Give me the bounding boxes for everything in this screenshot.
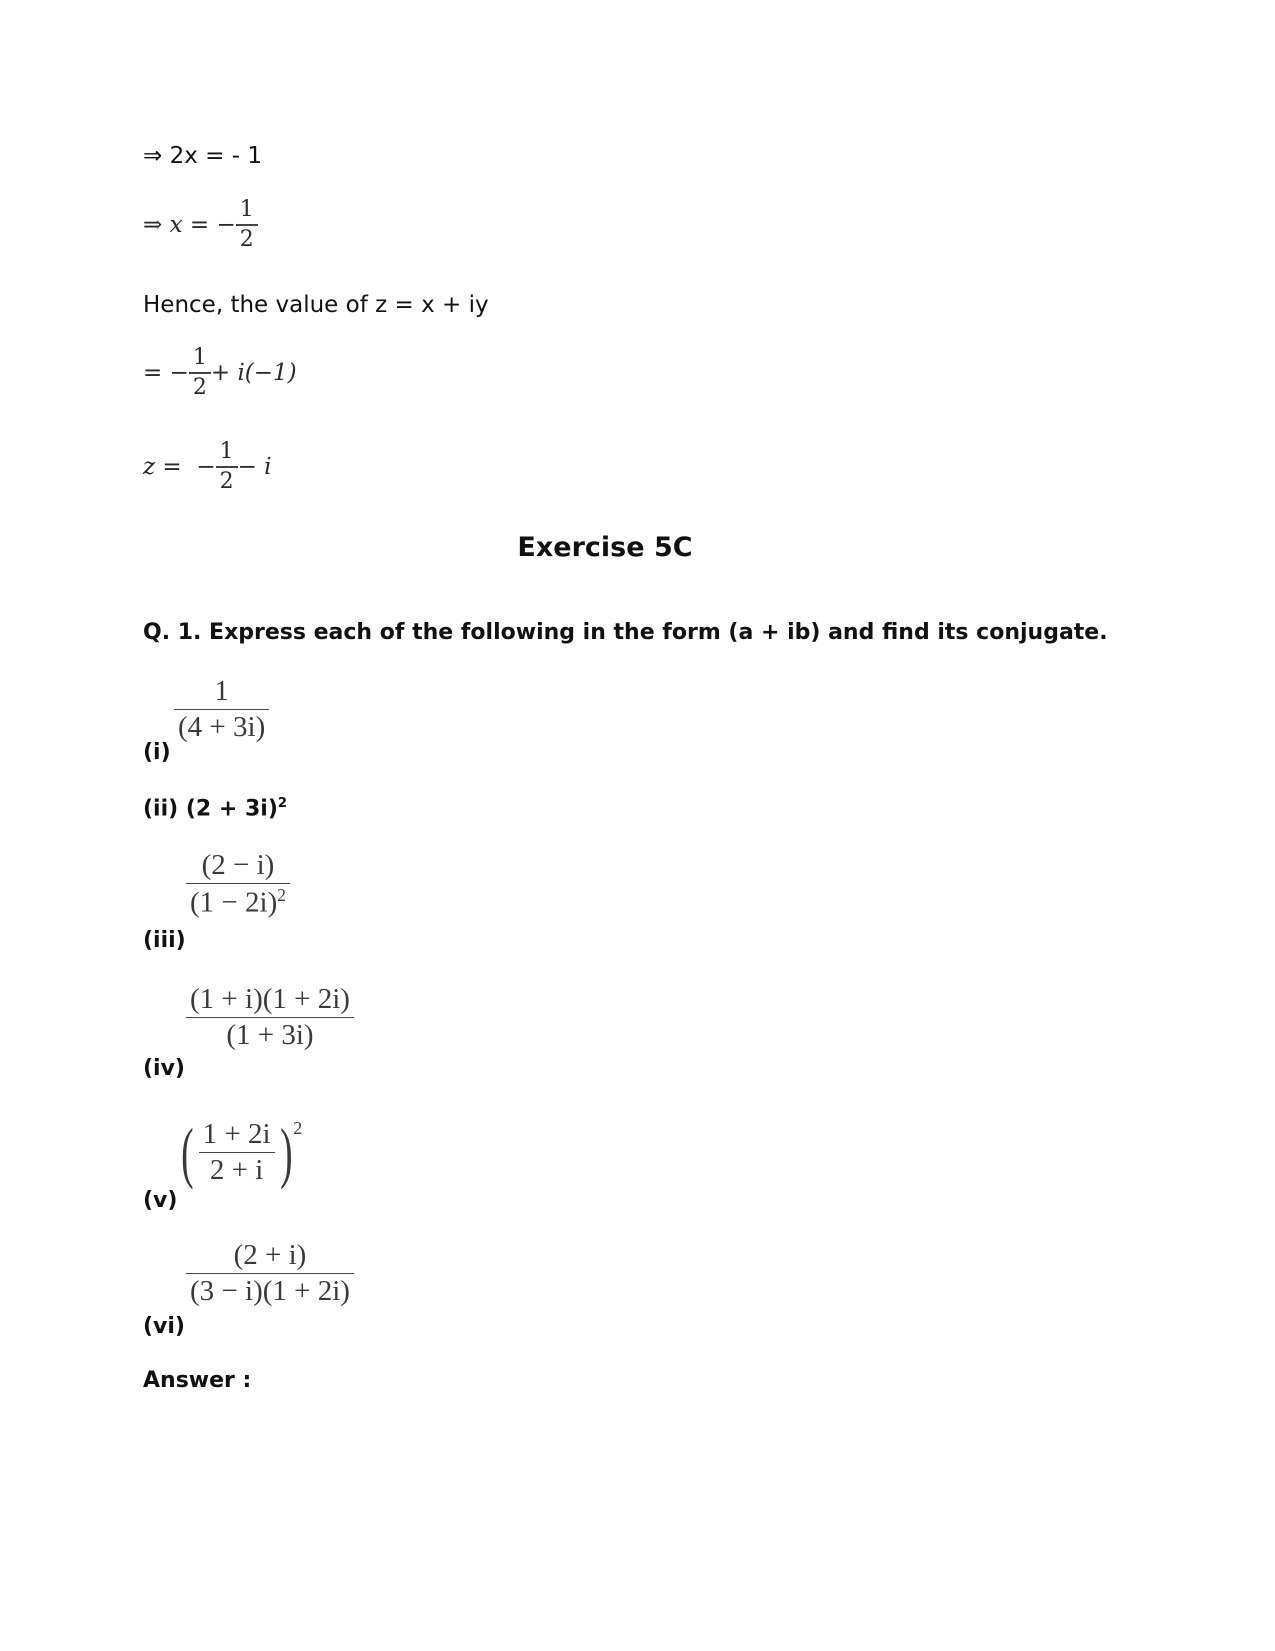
fraction-bar <box>186 1273 354 1274</box>
fraction-bar <box>199 1152 275 1153</box>
eq1-fraction <box>189 346 211 399</box>
fraction-denominator: 2 <box>192 375 207 401</box>
step-2x: ⇒ 2x = - 1 <box>143 143 262 169</box>
denominator-exponent: 2 <box>277 885 286 906</box>
part-i-fraction <box>174 676 269 743</box>
fraction-numerator: 1 <box>239 197 254 222</box>
part-v-label: (v) <box>143 1188 178 1213</box>
eq2-prefix: z = − <box>143 453 216 480</box>
right-paren: ) <box>279 1114 293 1190</box>
part-v-expression <box>176 1114 303 1190</box>
fraction-denominator: 2 <box>219 469 234 495</box>
fraction-numerator: 1 <box>214 675 229 707</box>
fraction-bar <box>186 1017 354 1018</box>
fraction-bar <box>216 466 238 468</box>
part-i-label: (i) <box>143 740 171 765</box>
fraction-bar <box>186 883 290 884</box>
fraction-denominator: (1 + 3i) <box>226 1019 314 1052</box>
answer-label: Answer : <box>143 1368 252 1393</box>
part-iv-fraction <box>186 984 354 1051</box>
eq1-suffix: + i(−1) <box>210 359 297 386</box>
eq1-equation <box>143 346 297 399</box>
fraction-numerator: (2 + i) <box>233 1239 307 1271</box>
denominator-base: (1 − 2i) <box>190 887 278 920</box>
part-iv-label: (iv) <box>143 1056 185 1081</box>
part-v-exponent: 2 <box>293 1118 303 1138</box>
fraction-bar <box>189 372 211 374</box>
fraction-denominator: (4 + 3i) <box>178 711 266 744</box>
fraction-denominator <box>186 886 290 918</box>
fraction-numerator: 1 <box>192 345 207 370</box>
fraction-bar <box>236 224 258 226</box>
eq2-suffix: − i <box>237 453 272 480</box>
part-iii-label: (iii) <box>143 928 186 953</box>
eq1-prefix: = − <box>143 359 189 386</box>
step-x-equation <box>143 198 258 251</box>
fraction-numerator: (2 − i) <box>201 849 275 881</box>
left-paren: ( <box>181 1114 194 1190</box>
fraction-numerator: (1 + i)(1 + 2i) <box>190 983 350 1015</box>
eq2-equation <box>143 440 272 493</box>
fraction-denominator: 2 <box>239 227 254 253</box>
exercise-title: Exercise 5C <box>517 532 693 563</box>
fraction-numerator: 1 <box>219 439 234 464</box>
part-vi-fraction <box>186 1240 354 1307</box>
part-ii-exponent: 2 <box>277 796 288 811</box>
hence-line: Hence, the value of z = x + iy <box>143 292 489 318</box>
part-iii-fraction <box>186 850 290 919</box>
question-text: Q. 1. Express each of the following in the form (a + ib) and find its conjugate. <box>143 620 1108 645</box>
fraction-numerator: 1 + 2i <box>202 1117 271 1150</box>
fraction-denominator: (3 − i)(1 + 2i) <box>190 1275 350 1308</box>
step-x-prefix: ⇒ x = − <box>143 211 236 238</box>
eq2-fraction <box>216 440 238 493</box>
part-v-fraction <box>199 1119 275 1186</box>
step-x-fraction <box>236 198 258 251</box>
part-vi-label: (vi) <box>143 1314 185 1339</box>
fraction-denominator: 2 + i <box>209 1154 264 1186</box>
fraction-bar <box>174 709 269 710</box>
part-ii-label: (ii) (2 + 3i) <box>143 796 278 822</box>
part-ii-expression <box>143 796 287 821</box>
